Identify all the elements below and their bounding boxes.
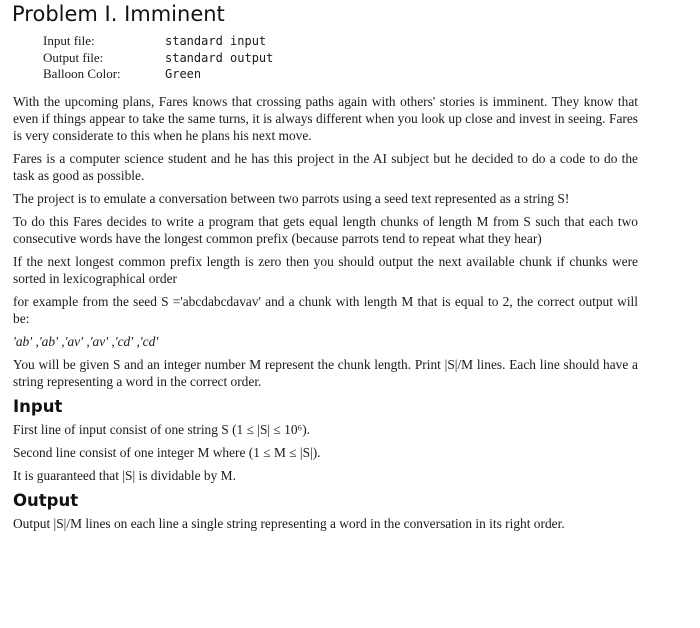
example-output: 'ab' ,'ab' ,'av' ,'av' ,'cd' ,'cd' bbox=[13, 334, 159, 349]
statement-paragraph: Fares is a computer science student and he has this project in the AI subject but he decided to do a code to do the task as good as possible. bbox=[13, 151, 638, 183]
statement-paragraph: If the next longest common prefix length is zero then you should output the next available chunk if chunks were sorted in lexicographical order bbox=[13, 254, 638, 286]
input-line: Second line consist of one integer M where (1 ≤ M ≤ |S|). bbox=[13, 445, 321, 460]
meta-input-file bbox=[43, 33, 273, 50]
statement-paragraph: for example from the seed S ='abcdabcdavav' and a chunk with length M that is equal to 2, the correct output will be: bbox=[13, 294, 638, 326]
meta-output-file bbox=[43, 50, 273, 67]
statement-paragraph: To do this Fares decides to write a program that gets equal length chunks of length M from S such that each two consecutive words have the longest common prefix (because parrots tend to repeat what they hear) bbox=[13, 214, 638, 246]
meta-key: Output file: bbox=[43, 49, 104, 65]
meta-value: Green bbox=[165, 67, 202, 81]
problem-body bbox=[13, 93, 638, 538]
input-heading: Input bbox=[13, 397, 63, 416]
problem-title: Problem I. Imminent bbox=[12, 2, 225, 26]
statement-paragraph: You will be given S and an integer number M represent the chunk length. Print |S|/M lines. Each line should have a string representing a word in the correct order. bbox=[13, 357, 638, 389]
input-line: It is guaranteed that |S| is dividable by M. bbox=[13, 468, 236, 483]
output-heading: Output bbox=[13, 491, 79, 510]
output-line: Output |S|/M lines on each line a single string representing a word in the conversation in its right order. bbox=[13, 516, 565, 531]
meta-value: standard output bbox=[165, 50, 274, 65]
meta-balloon-color bbox=[43, 66, 273, 83]
meta-key: Input file: bbox=[43, 33, 95, 48]
statement-paragraph: With the upcoming plans, Fares knows that crossing paths again with others' stories is imminent. They know that even if things appear to take the same turns, it is always different when you look up close and invest in seeing. Fares is very considerate to this when he plans his next move. bbox=[13, 94, 638, 143]
input-line: First line of input consist of one string S (1 ≤ |S| ≤ 10⁶). bbox=[13, 422, 311, 437]
meta-value: standard input bbox=[165, 34, 267, 48]
meta-key: Balloon Color: bbox=[43, 66, 121, 81]
statement-paragraph: The project is to emulate a conversation between two parrots using a seed text represented as a string S! bbox=[13, 191, 570, 206]
problem-meta bbox=[43, 33, 273, 83]
